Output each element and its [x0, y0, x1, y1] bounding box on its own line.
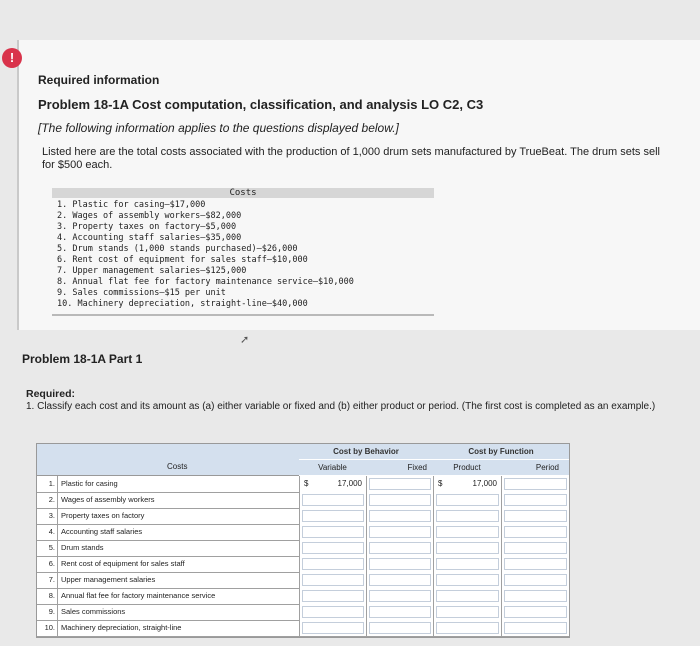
- input-field-border[interactable]: [369, 558, 431, 570]
- input-field-border[interactable]: [504, 510, 567, 522]
- input-field-border[interactable]: [369, 526, 431, 538]
- variable-input[interactable]: [299, 492, 366, 508]
- cost-list-divider: [52, 314, 434, 316]
- table-row: [37, 620, 569, 637]
- cost-by-behavior-header: Cost by Behavior: [299, 444, 433, 459]
- cost-label: Wages of assembly workers: [57, 492, 299, 508]
- fixed-header: Fixed: [366, 460, 433, 475]
- fixed-input[interactable]: [366, 604, 433, 620]
- cost-label: Annual flat fee for factory maintenance service: [57, 588, 299, 604]
- input-field-border[interactable]: [504, 622, 567, 634]
- input-field-border[interactable]: [302, 542, 364, 554]
- input-field-border[interactable]: [369, 622, 431, 634]
- period-input[interactable]: [501, 556, 569, 572]
- part-title: Problem 18-1A Part 1: [22, 352, 143, 366]
- input-field-border[interactable]: [302, 606, 364, 618]
- cost-label: Plastic for casing: [57, 476, 299, 492]
- product-input[interactable]: [433, 540, 501, 556]
- cost-item: 6. Rent cost of equipment for sales staff–$10,000: [57, 255, 308, 265]
- table-row: [37, 604, 569, 621]
- table-row: [37, 508, 569, 525]
- input-field-border[interactable]: [369, 606, 431, 618]
- period-input[interactable]: [501, 604, 569, 620]
- input-field-border[interactable]: [302, 494, 364, 506]
- variable-input[interactable]: [299, 540, 366, 556]
- alert-icon: !: [2, 48, 22, 68]
- input-field-border[interactable]: [302, 558, 364, 570]
- input-field-border[interactable]: [504, 558, 567, 570]
- table-row: [37, 540, 569, 557]
- input-field-border[interactable]: [436, 542, 499, 554]
- cost-label: Accounting staff salaries: [57, 524, 299, 540]
- table-row: [37, 524, 569, 541]
- cost-item: 1. Plastic for casing–$17,000: [57, 200, 206, 210]
- variable-input[interactable]: [299, 620, 366, 636]
- cost-label: Machinery depreciation, straight-line: [57, 620, 299, 636]
- input-field-border[interactable]: [436, 510, 499, 522]
- table-row: [37, 556, 569, 573]
- table-row: [37, 476, 569, 493]
- product-input[interactable]: [433, 620, 501, 636]
- fixed-input[interactable]: [366, 524, 433, 540]
- period-input[interactable]: [501, 588, 569, 604]
- amount-value: 17,000: [337, 479, 362, 488]
- input-field-border[interactable]: [302, 622, 364, 634]
- input-field-border[interactable]: [436, 606, 499, 618]
- fixed-input[interactable]: [366, 492, 433, 508]
- variable-input[interactable]: [299, 556, 366, 572]
- fixed-input[interactable]: [366, 556, 433, 572]
- row-number: 9.: [48, 607, 55, 616]
- input-field-border[interactable]: [302, 526, 364, 538]
- input-field-border[interactable]: [436, 526, 499, 538]
- cost-item: 10. Machinery depreciation, straight-line–$40,000: [57, 299, 308, 309]
- input-field-border[interactable]: [369, 510, 431, 522]
- table-row: [37, 588, 569, 605]
- costs-column-header: Costs: [37, 460, 299, 476]
- variable-input[interactable]: [299, 604, 366, 620]
- variable-input[interactable]: [299, 572, 366, 588]
- input-field-border[interactable]: [504, 542, 567, 554]
- product-header: Product: [433, 460, 501, 475]
- fixed-input[interactable]: [366, 620, 433, 636]
- input-field-border[interactable]: [504, 590, 567, 602]
- variable-input[interactable]: [299, 524, 366, 540]
- product-input: [433, 476, 501, 492]
- input-field-border[interactable]: [504, 574, 567, 586]
- input-field-border[interactable]: [369, 542, 431, 554]
- intro-text: Listed here are the total costs associated with the production of 1,000 drum sets manufactured by TrueBeat. The drum sets sell for $500 each.: [42, 146, 660, 171]
- table-header-band: [37, 444, 299, 460]
- info-note: [The following information applies to the questions displayed below.]: [38, 121, 399, 135]
- product-input[interactable]: [433, 556, 501, 572]
- cost-label: Sales commissions: [57, 604, 299, 620]
- variable-header: Variable: [299, 460, 366, 475]
- period-input[interactable]: [501, 492, 569, 508]
- cost-label: Rent cost of equipment for sales staff: [57, 556, 299, 572]
- cost-label: Drum stands: [57, 540, 299, 556]
- fixed-input[interactable]: [366, 572, 433, 588]
- input-field-border[interactable]: [436, 558, 499, 570]
- fixed-input[interactable]: [366, 540, 433, 556]
- cost-item: 9. Sales commissions–$15 per unit: [57, 288, 226, 298]
- product-input[interactable]: [433, 604, 501, 620]
- cost-item: 2. Wages of assembly workers–$82,000: [57, 211, 242, 221]
- period-input[interactable]: [501, 620, 569, 636]
- dollar-sign: $: [304, 479, 309, 488]
- cost-label: Upper management salaries: [57, 572, 299, 588]
- input-field-border[interactable]: [369, 590, 431, 602]
- input-field-border[interactable]: [369, 574, 431, 586]
- product-input[interactable]: [433, 508, 501, 524]
- dollar-sign: $: [438, 479, 443, 488]
- required-info-heading: Required information: [38, 73, 160, 87]
- cost-item: 4. Accounting staff salaries–$35,000: [57, 233, 242, 243]
- period-input[interactable]: [501, 572, 569, 588]
- cost-list: [52, 198, 434, 310]
- cost-by-function-header: Cost by Function: [433, 444, 569, 459]
- period-header: Period: [501, 460, 569, 475]
- period-input[interactable]: [501, 540, 569, 556]
- problem-title: Problem 18-1A Cost computation, classification, and analysis LO C2, C3: [38, 97, 484, 112]
- row-number: 3.: [48, 511, 55, 520]
- product-input[interactable]: [433, 524, 501, 540]
- instruction-text: 1. Classify each cost and its amount as (a) either variable or fixed and (b) either product or period. (The first cost is completed as an example.): [26, 401, 656, 412]
- fixed-input[interactable]: [366, 588, 433, 604]
- cost-item: 3. Property taxes on factory–$5,000: [57, 222, 237, 232]
- input-field-border[interactable]: [436, 574, 499, 586]
- input-field-border[interactable]: [436, 622, 499, 634]
- row-number: 4.: [48, 527, 55, 536]
- input-field-border[interactable]: [369, 478, 431, 490]
- input-field-border[interactable]: [504, 606, 567, 618]
- fixed-input[interactable]: [366, 476, 433, 492]
- cost-item: 7. Upper management salaries–$125,000: [57, 266, 247, 276]
- mouse-cursor-icon: ➚: [240, 334, 250, 346]
- row-number: 10.: [44, 623, 55, 632]
- cost-label: Property taxes on factory: [57, 508, 299, 524]
- period-input[interactable]: [501, 476, 569, 492]
- cost-item: 5. Drum stands (1,000 stands purchased)–$26,000: [57, 244, 298, 254]
- row-number: 1.: [48, 479, 55, 488]
- period-input[interactable]: [501, 524, 569, 540]
- product-input[interactable]: [433, 572, 501, 588]
- input-field-border[interactable]: [436, 494, 499, 506]
- row-number: 8.: [48, 591, 55, 600]
- cost-item: 8. Annual flat fee for factory maintenance service–$10,000: [57, 277, 354, 287]
- period-input[interactable]: [501, 508, 569, 524]
- input-field-border[interactable]: [302, 574, 364, 586]
- table-row: [37, 492, 569, 509]
- required-label: Required:: [26, 388, 76, 400]
- product-input[interactable]: [433, 492, 501, 508]
- input-field-border[interactable]: [504, 494, 567, 506]
- row-number: 2.: [48, 495, 55, 504]
- row-number: 6.: [48, 559, 55, 568]
- cost-list-box: [52, 188, 434, 316]
- variable-input: [299, 476, 366, 492]
- variable-input[interactable]: [299, 508, 366, 524]
- row-number: 5.: [48, 543, 55, 552]
- amount-value: 17,000: [472, 479, 497, 488]
- fixed-input[interactable]: [366, 508, 433, 524]
- input-field-border[interactable]: [369, 494, 431, 506]
- input-field-border[interactable]: [504, 478, 567, 490]
- variable-input[interactable]: [299, 588, 366, 604]
- table-row: [37, 572, 569, 589]
- cost-list-heading: Costs: [52, 188, 434, 198]
- row-number: 7.: [48, 575, 55, 584]
- input-field-border[interactable]: [302, 510, 364, 522]
- product-input[interactable]: [433, 588, 501, 604]
- input-field-border[interactable]: [436, 590, 499, 602]
- input-field-border[interactable]: [302, 590, 364, 602]
- input-field-border[interactable]: [504, 526, 567, 538]
- classification-table: [36, 443, 570, 638]
